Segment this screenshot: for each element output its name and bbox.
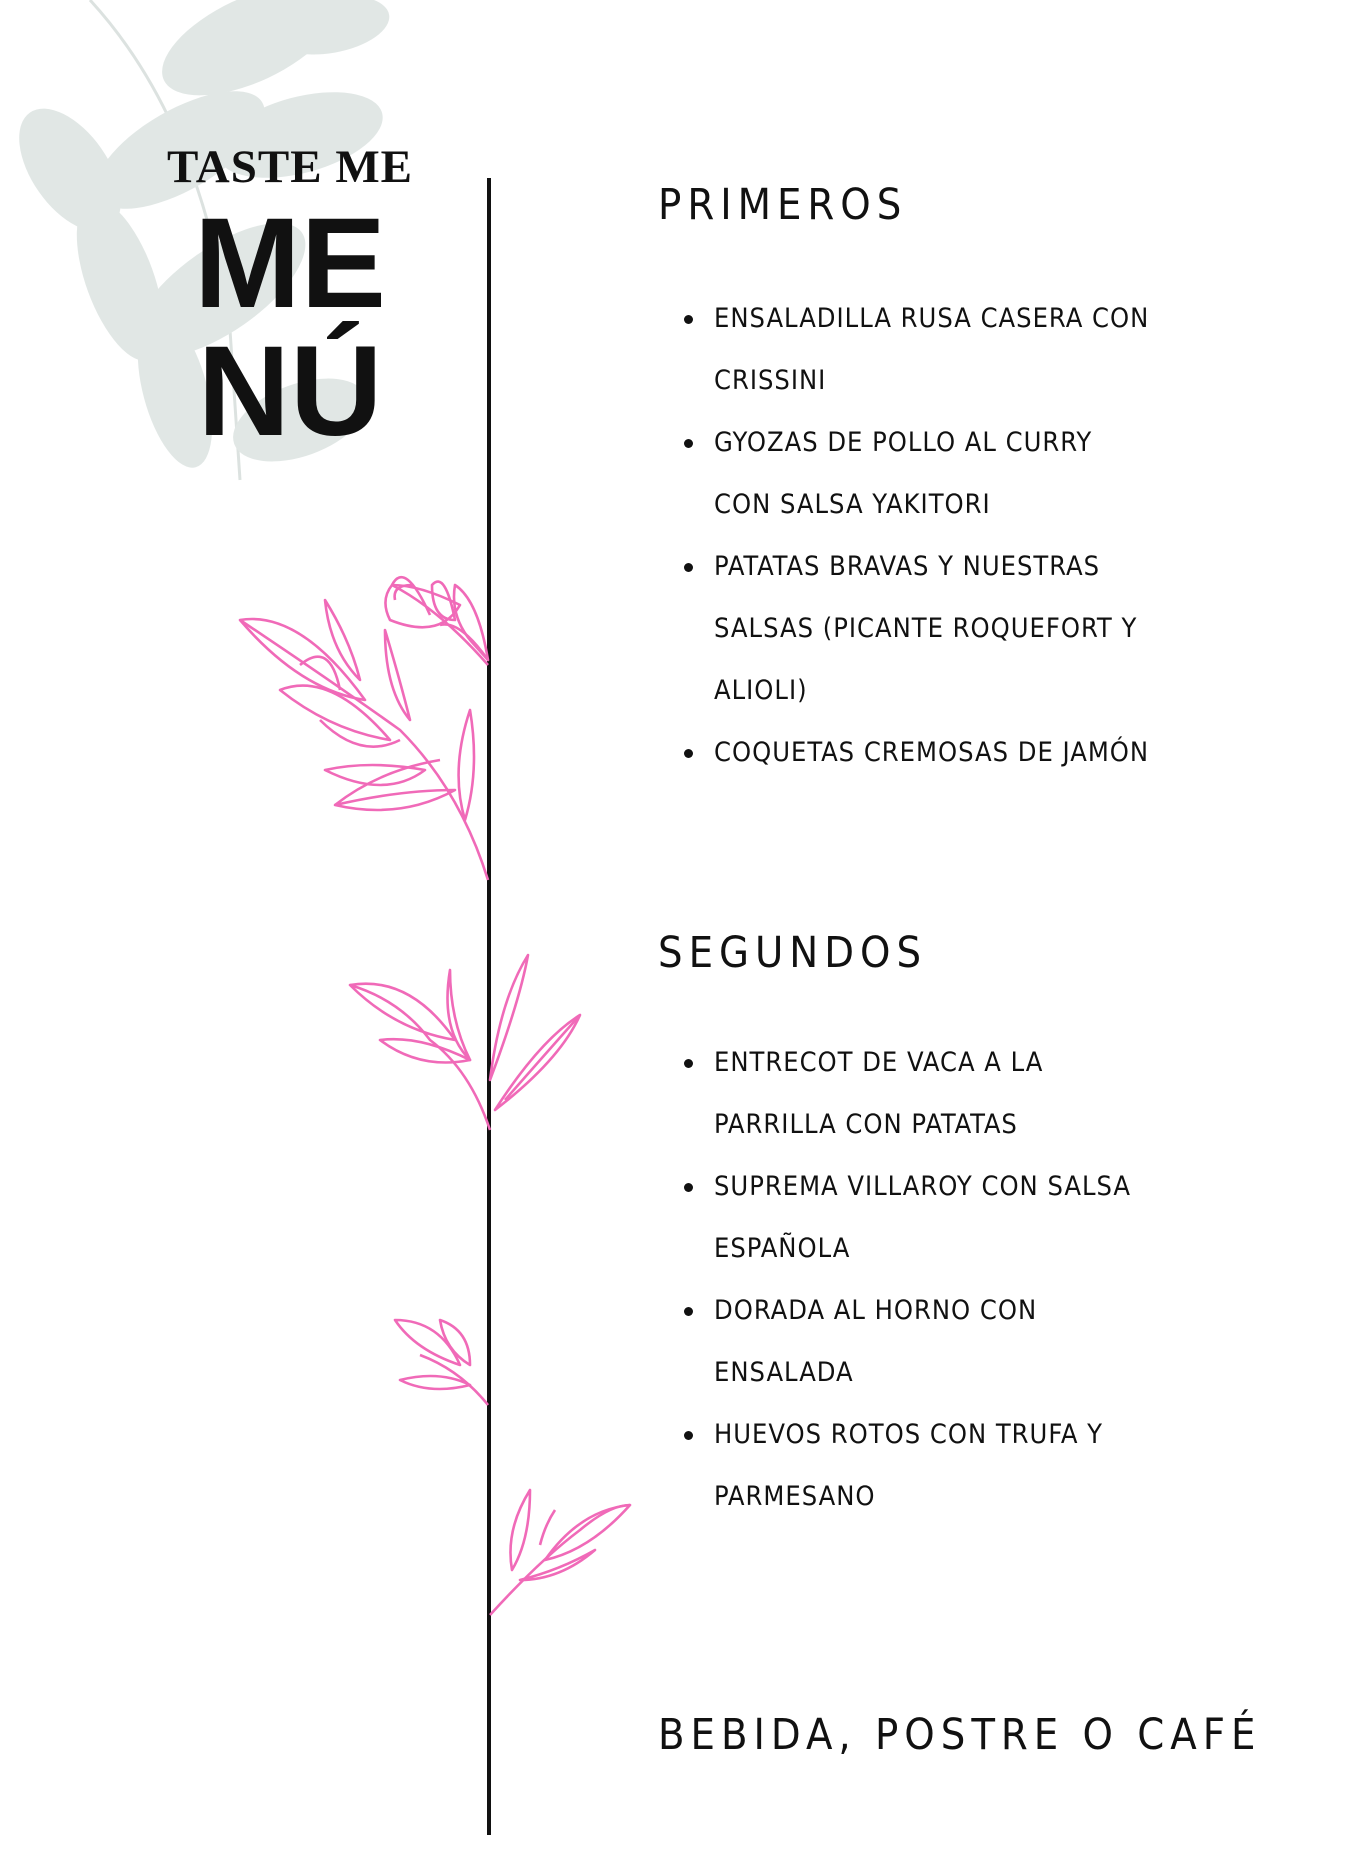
primeros-list — [658, 288, 1158, 784]
list-item: COQUETAS CREMOSAS DE JAMÓN — [658, 722, 1158, 784]
section-title-segundos: SEGUNDOS — [658, 928, 928, 978]
list-item: DORADA AL HORNO CON ENSALADA — [658, 1280, 1158, 1404]
brand-name: TASTE ME — [166, 141, 414, 193]
menu-title — [160, 192, 420, 463]
pink-branch-icon — [240, 577, 630, 1615]
segundos-list — [658, 1032, 1158, 1528]
list-item: ENSALADILLA RUSA CASERA CON CRISSINI — [658, 288, 1158, 412]
menu-title-line-2: NÚ — [197, 320, 383, 463]
list-item: SUPREMA VILLAROY CON SALSA ESPAÑOLA — [658, 1156, 1158, 1280]
section-title-extra: BEBIDA, POSTRE O CAFÉ — [658, 1710, 1262, 1760]
list-item: GYOZAS DE POLLO AL CURRY CON SALSA YAKITORI — [658, 412, 1158, 536]
list-item: PATATAS BRAVAS Y NUESTRAS SALSAS (PICANTE ROQUEFORT Y ALIOLI) — [658, 536, 1158, 722]
section-title-primeros: PRIMEROS — [658, 180, 908, 230]
menu-title-line-1: ME — [194, 192, 386, 335]
list-item: HUEVOS ROTOS CON TRUFA Y PARMESANO — [658, 1404, 1158, 1528]
list-item: ENTRECOT DE VACA A LA PARRILLA CON PATATAS — [658, 1032, 1158, 1156]
